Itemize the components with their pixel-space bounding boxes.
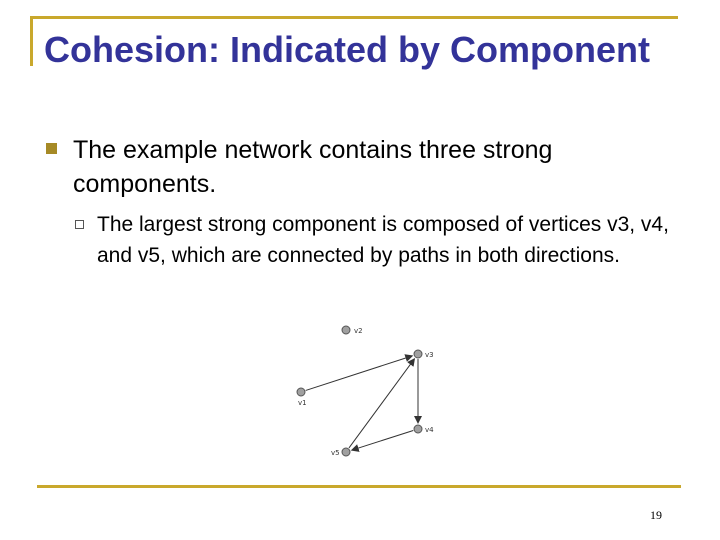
node-label-v2: v2 [354, 327, 363, 335]
node-v5 [342, 448, 350, 456]
edge-v5-v3 [349, 359, 414, 448]
node-label-v3: v3 [425, 351, 434, 359]
node-v1 [297, 388, 305, 396]
node-label-v5: v5 [331, 449, 340, 457]
node-v2 [342, 326, 350, 334]
node-label-v4: v4 [425, 426, 434, 434]
page-number: 19 [650, 508, 662, 522]
slide-title: Cohesion: Indicated by Component [44, 29, 651, 70]
bottom-border-line [37, 485, 681, 488]
node-v4 [414, 425, 422, 433]
edge-v4-v5 [352, 431, 414, 451]
top-border-line [30, 16, 678, 19]
bullet-text: The example network contains three strong components. [73, 136, 553, 198]
edges [306, 356, 418, 450]
network-diagram [280, 315, 470, 470]
square-bullet-icon [46, 143, 57, 154]
edge-v1-v3 [306, 356, 413, 391]
sub-bullet-text: The largest strong component is composed of vertices v3, v4, and v5, which are connected by paths in both directions. [97, 213, 669, 267]
nodes [297, 326, 434, 457]
left-border-line [30, 16, 33, 66]
hollow-square-bullet-icon [75, 220, 84, 229]
node-label-v1: v1 [298, 399, 307, 407]
node-v3 [414, 350, 422, 358]
